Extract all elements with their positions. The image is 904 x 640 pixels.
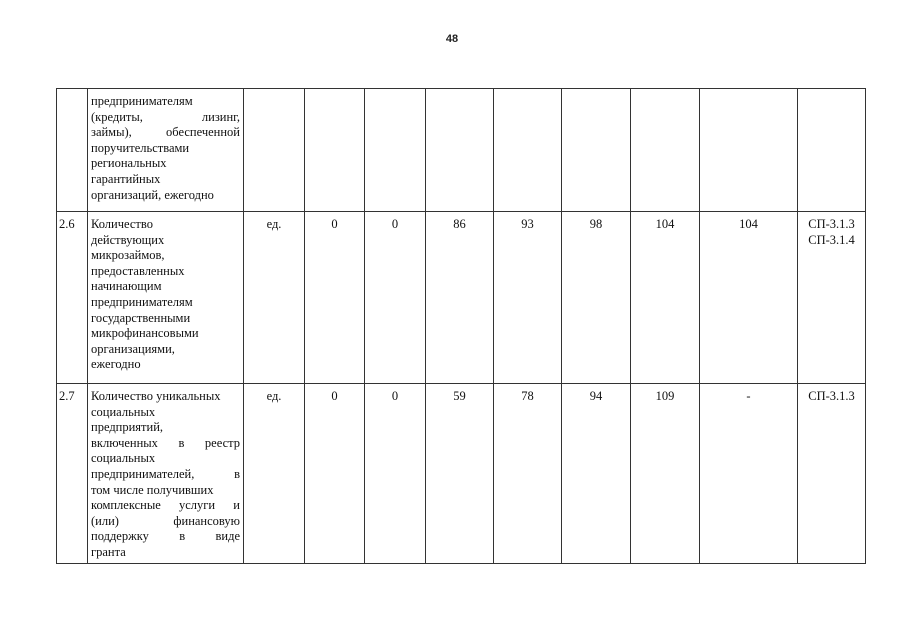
value-cell: 94 (562, 384, 631, 564)
value-cell (562, 89, 631, 212)
value-cell (305, 89, 365, 212)
description-line: предпринимателям (91, 94, 193, 108)
description-line: включенных в реестр (91, 435, 240, 450)
unit-cell: ед. (244, 212, 305, 384)
description-line: гарантийных (91, 171, 161, 186)
description-line: начинающим (91, 279, 162, 294)
value-cell: 59 (426, 384, 494, 564)
page-number: 48 (445, 33, 459, 45)
value-cell: 78 (494, 384, 562, 564)
description-line: микрофинансовыми (91, 326, 199, 341)
value-cell: 109 (631, 384, 700, 564)
unit-cell: ед. (244, 384, 305, 564)
value-cell: - (700, 384, 798, 564)
description-line: комплексные услуги и (91, 498, 240, 513)
description-line: предприятий, (91, 420, 164, 435)
description-line: государственными (91, 310, 191, 325)
source-code: СП-3.1.3 (808, 217, 855, 231)
description-line: предоставленных (91, 263, 185, 278)
description-line: том числе получивших (91, 482, 214, 497)
description-line: Количество уникальных (91, 389, 221, 403)
source-cell (798, 384, 866, 564)
description-line: (кредиты, лизинг, (91, 109, 240, 124)
unit-cell (244, 89, 305, 212)
value-cell (700, 89, 798, 212)
value-cell: 98 (562, 212, 631, 384)
source-code: СП-3.1.4 (808, 232, 855, 247)
description-line: действующих (91, 232, 165, 247)
row-number-cell: 2.6 (57, 212, 88, 384)
value-cell: 0 (305, 212, 365, 384)
description-line: поручительствами (91, 140, 190, 155)
description-line: гранта (91, 544, 126, 559)
value-cell: 0 (365, 212, 426, 384)
table-row (57, 212, 866, 384)
value-cell: 0 (305, 384, 365, 564)
description-line: Количество (91, 217, 153, 231)
value-cell: 104 (700, 212, 798, 384)
description-line: организациями, (91, 341, 175, 356)
value-cell: 93 (494, 212, 562, 384)
value-cell (494, 89, 562, 212)
description-line: (или) финансовую (91, 513, 240, 528)
row-number-cell (57, 89, 88, 212)
indicator-description-cell (88, 89, 244, 212)
source-code: СП-3.1.3 (808, 389, 855, 403)
table-row (57, 384, 866, 564)
description-line: региональных (91, 156, 167, 171)
value-cell (365, 89, 426, 212)
source-cell (798, 89, 866, 212)
table-row (57, 89, 866, 212)
value-cell (426, 89, 494, 212)
description-line: микрозаймов, (91, 248, 165, 263)
description-line: социальных (91, 451, 156, 466)
description-line: займы), обеспеченной (91, 125, 240, 140)
source-cell (798, 212, 866, 384)
value-cell: 86 (426, 212, 494, 384)
indicator-description-cell (88, 384, 244, 564)
description-line: предпринимателям (91, 294, 193, 309)
row-number-cell: 2.7 (57, 384, 88, 564)
description-line: организаций, ежегодно (91, 187, 214, 202)
description-line: социальных (91, 404, 156, 419)
value-cell: 0 (365, 384, 426, 564)
description-line: предпринимателей, в (91, 466, 240, 481)
value-cell: 104 (631, 212, 700, 384)
value-cell (631, 89, 700, 212)
indicator-description-cell (88, 212, 244, 384)
description-line: поддержку в виде (91, 529, 240, 544)
indicators-table (56, 88, 866, 564)
description-line: ежегодно (91, 357, 141, 372)
